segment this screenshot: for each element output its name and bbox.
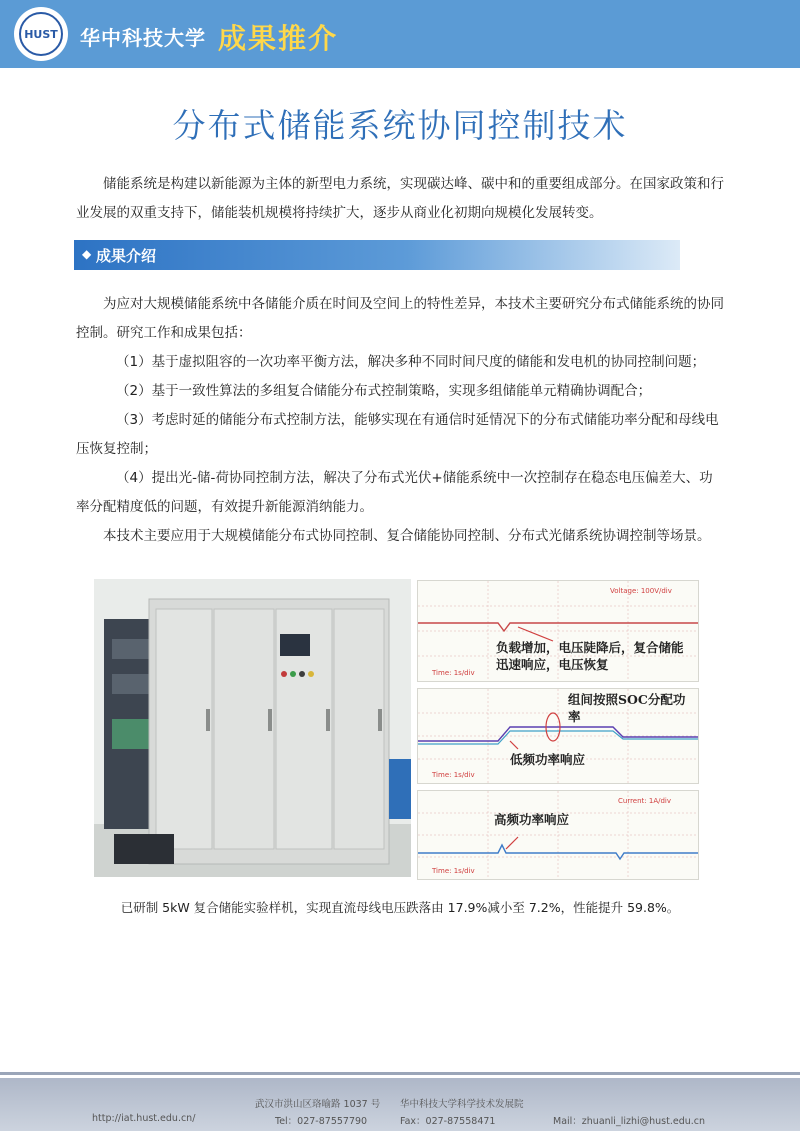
- intro-paragraph: 储能系统是构建以新能源为主体的新型电力系统，实现碳达峰、碳中和的重要组成部分。在国家政策和行业发展的双重支持下，储能装机规模将持续扩大，逐步从商业化初期向规模化发展转变。: [76, 176, 724, 221]
- list-item: （1）基于虚拟阻容的一次功率平衡方法，解决多种不同时间尺度的储能和发电机的协同控制问题；: [116, 354, 706, 370]
- high-frequency-annotation: 高频功率响应: [494, 812, 570, 827]
- power-sharing-waveform-panel: [417, 688, 699, 784]
- load-increase-annotation: 负载增加，电压陡降后，复合储能迅速响应，电压恢复: [496, 640, 684, 672]
- current-waveform-panel: [417, 790, 699, 880]
- logo-emblem-icon: HUST: [19, 12, 63, 56]
- figure-caption: 已研制 5kW 复合储能实验样机，实现直流母线电压跌落由 17.9%减小至 7.2%，性能提升 59.8%。: [120, 900, 680, 915]
- time-scale-label: Time: 1s/div: [432, 771, 475, 779]
- footer-organization: 华中科技大学科学技术发展院: [400, 1099, 524, 1110]
- section-title: 成果介绍: [96, 247, 157, 265]
- time-scale-label: Time: 1s/div: [432, 669, 475, 677]
- footer-divider: [0, 1072, 800, 1075]
- diamond-bullet-icon: ◆: [82, 247, 92, 261]
- footer-address: 武汉市洪山区珞喻路 1037 号: [255, 1099, 381, 1110]
- list-item: （2）基于一致性算法的多组复合储能分布式控制策略，实现多组储能单元精确协调配合；: [116, 383, 652, 399]
- soc-allocation-annotation: 组间按照SOC分配功率: [568, 692, 686, 724]
- body-lead: 为应对大规模储能系统中各储能介质在时间及空间上的特性差异，本技术主要研究分布式储能系统的协同控制。研究工作和成果包括：: [76, 296, 724, 341]
- section-header: [74, 240, 680, 270]
- application-paragraph: 本技术主要应用于大规模储能分布式协同控制、复合储能协同控制、分布式光储系统协调控制等场景。: [103, 528, 711, 544]
- voltage-scale-label: Voltage: 100V/div: [610, 587, 672, 595]
- prototype-photo: [94, 579, 411, 877]
- body-text: [76, 290, 726, 551]
- current-scale-label: Current: 1A/div: [618, 797, 672, 805]
- low-frequency-annotation: 低频功率响应: [510, 752, 586, 767]
- time-scale-label: Time: 1s/div: [432, 867, 475, 875]
- university-name: 华中科技大学: [80, 26, 206, 50]
- footer-telephone: Tel：027-87557790: [275, 1116, 368, 1127]
- footer-website-link[interactable]: http://iat.hust.edu.cn/: [92, 1113, 196, 1124]
- university-logo: [14, 7, 68, 61]
- list-item: （3）考虑时延的储能分布式控制方法，能够实现在有通信时延情况下的分布式储能功率分配和母线电压恢复控制；: [76, 412, 719, 457]
- voltage-waveform-panel: [417, 580, 699, 682]
- footer-fax: Fax：027-87558471: [400, 1116, 496, 1127]
- header-tagline: 成果推介: [218, 22, 339, 55]
- page-title: 分布式储能系统协同控制技术: [172, 106, 628, 145]
- header-bar: [0, 0, 800, 68]
- list-item: （4）提出光-储-荷协同控制方法，解决了分布式光伏+储能系统中一次控制存在稳态电压偏差大、功率分配精度低的问题，有效提升新能源消纳能力。: [76, 470, 713, 515]
- footer-email-link[interactable]: Mail：zhuanli_lizhi@hust.edu.cn: [553, 1116, 706, 1127]
